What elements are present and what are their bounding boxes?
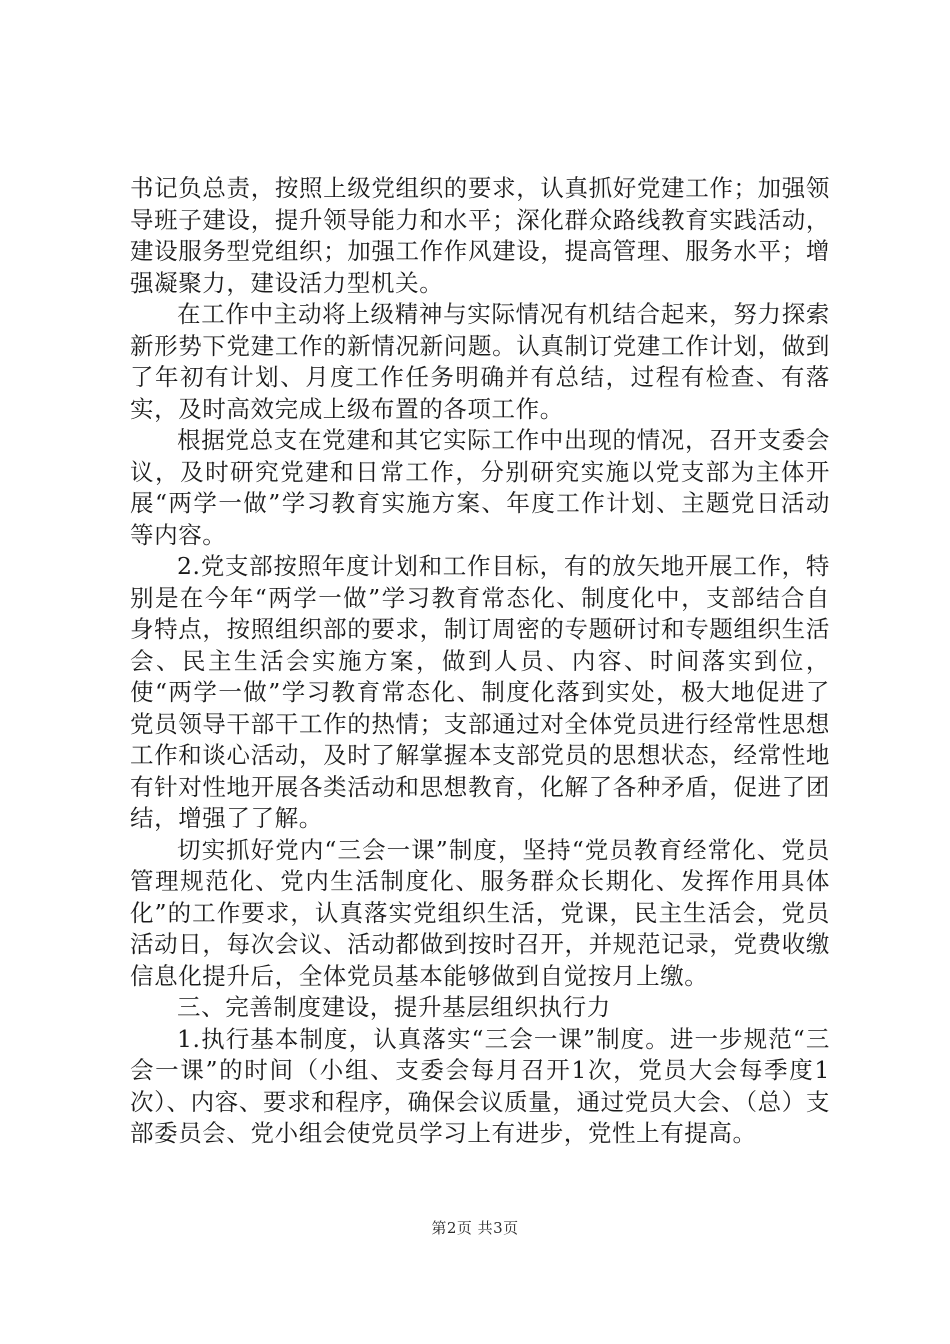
paragraph-4: 2.党支部按照年度计划和工作目标，有的放矢地开展工作，特别是在今年“两学一做”学习教育常态化、制度化中，支部结合自身特点，按照组织部的要求，制订周密的专题研讨和专题组织生活会、民主生活会实施方案，做到人员、内容、时间落实到位，使“两学一做”学习教育常态化、制度化落到实处，极大地促进了党员领导干部干工作的热情；支部通过对全体党员进行经常性思想工作和谈心活动，及时了解掌握本支部党员的思想状态，经常性地有针对性地开展各类活动和思想教育，化解了各种矛盾，促进了团结，增强了了解。 <box>130 552 830 832</box>
paragraph-5: 切实抓好党内“三会一课”制度，坚持“党员教育经常化、党员管理规范化、党内生活制度化、服务群众长期化、发挥作用具体化”的工作要求，认真落实党组织生活，党课，民主生活会，党员活动日，每次会议、活动都做到按时召开，并规范记录，党费收缴信息化提升后，全体党员基本能够做到自觉按月上缴。 <box>130 835 830 990</box>
section-heading: 三、完善制度建设，提升基层组织执行力 <box>177 993 611 1021</box>
paragraph-3: 根据党总支在党建和其它实际工作中出现的情况，召开支委会议，及时研究党建和日常工作，分别研究实施以党支部为主体开展“两学一做”学习教育实施方案、年度工作计划、主题党日活动等内容。 <box>130 426 830 549</box>
page-footer: 第2页 共3页 <box>431 1219 519 1237</box>
document-body <box>130 173 830 1150</box>
paragraph-6: 1.执行基本制度，认真落实“三会一课”制度。进一步规范“三会一课”的时间（小组、支委会每月召开1次，党员大会每季度1次）、内容、要求和程序，确保会议质量，通过党员大会、（总）支部委员会、党小组会使党员学习上有进步，党性上有提高。 <box>130 1024 830 1147</box>
paragraph-2: 在工作中主动将上级精神与实际情况有机结合起来，努力探索新形势下党建工作的新情况新问题。认真制订党建工作计划，做到了年初有计划、月度工作任务明确并有总结，过程有检查、有落实，及时高效完成上级布置的各项工作。 <box>130 300 830 423</box>
paragraph-1: 书记负总责，按照上级党组织的要求，认真抓好党建工作；加强领导班子建设，提升领导能力和水平；深化群众路线教育实践活动，建设服务型党组织；加强工作作风建设，提高管理、服务水平；增强凝聚力，建设活力型机关。 <box>130 174 830 297</box>
